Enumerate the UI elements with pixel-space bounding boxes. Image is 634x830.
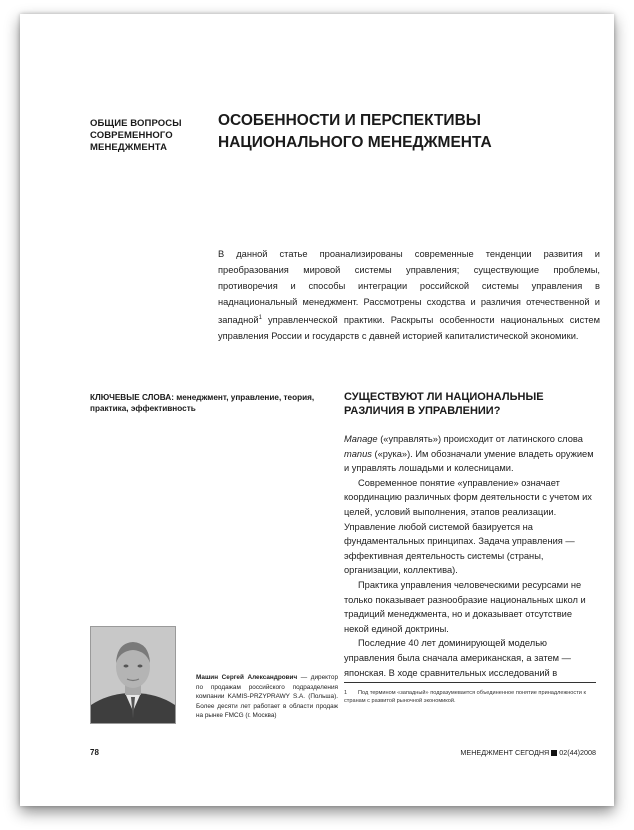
abstract [218,246,600,344]
section-tag-line: ОБЩИЕ ВОПРОСЫ [90,118,182,129]
article-body [344,432,594,680]
journal-issue: 02(44)2008 [559,748,596,757]
section-heading-line: СУЩЕСТВУЮТ ЛИ НАЦИОНАЛЬНЫЕ [344,391,544,403]
section-tag-line: МЕНЕДЖМЕНТА [90,142,168,153]
footnote-mark: 1 [344,690,348,696]
section-heading [344,390,604,418]
body-paragraph: Manage («управлять») происходит от латинского слова manus («рука»). Им обозначали умение владеть оружием и управлять лошадьми и колесницами. [344,434,594,474]
keywords: КЛЮЧЕВЫЕ СЛОВА: менеджмент, управление, теория, практика, эффективность [90,393,315,413]
footnote-divider [344,682,596,683]
term-italic: manus [344,448,372,459]
author-bio-text: — директор по продажам российского подразделения компании KAMIS-PRZYPRAWY S.A. (Польша). Более десяти лет работает в области продаж на рынке FMCG (г. Москва) [196,674,339,720]
square-bullet-icon [551,750,557,756]
article-title [218,110,598,154]
author-photo [90,626,176,724]
section-heading-line: РАЗЛИЧИЯ В УПРАВЛЕНИИ? [344,405,501,417]
footnote-text: Под термином «западный» подразумевается объединенное понятие принадлежности к странам с развитой рыночной экономикой. [344,690,586,704]
article-title-line: НАЦИОНАЛЬНОГО МЕНЕДЖМЕНТА [218,134,492,151]
body-paragraph: Современное понятие «управление» означает координацию различных форм деятельности с учетом их целей, условий выполнения, этапов реализации. Управление любой системой базируется на фундаментальных принципах. Задача управления — эффективная деятельность системы (страны, организации, коллектива). [344,477,592,576]
body-paragraph: Последние 40 лет доминирующей моделью управления была сначала американская, а затем — японская. В ходе сравнительных исследований в [344,638,571,678]
journal-footer [460,748,596,757]
page-number: 78 [90,748,99,757]
journal-page [20,14,614,806]
author-bio [196,673,338,721]
abstract-text: В данной статье проанализированы современные тенденции развития и преобразования мировой системы управления; существующие проблемы, противоречия и способы интеграции российской системы управления в наднациональный менеджмент. Рассмотрены сходства и различия отечественной и западной [218,249,600,326]
journal-name: МЕНЕДЖМЕНТ СЕГОДНЯ [460,748,550,757]
footnote-ref: 1 [258,315,262,321]
section-tag [90,118,200,154]
author-name: Машин Сергей Александрович [196,674,298,681]
footnote [344,689,596,705]
section-tag-line: СОВРЕМЕННОГО [90,130,173,141]
term-italic: Manage [344,434,378,444]
body-paragraph: Практика управления человеческими ресурсами не только показывает разнообразие национальных школ и традиций менеджмента, но и доказывает отсутствие некой единой доктрины. [344,579,586,634]
article-title-line: ОСОБЕННОСТИ И ПЕРСПЕКТИВЫ [218,112,481,129]
abstract-text-continued: управленческой практики. Раскрыты особенности национальных систем управления России и государств с давней историей капиталистической экономики. [218,315,600,342]
author-portrait-image [91,627,175,723]
